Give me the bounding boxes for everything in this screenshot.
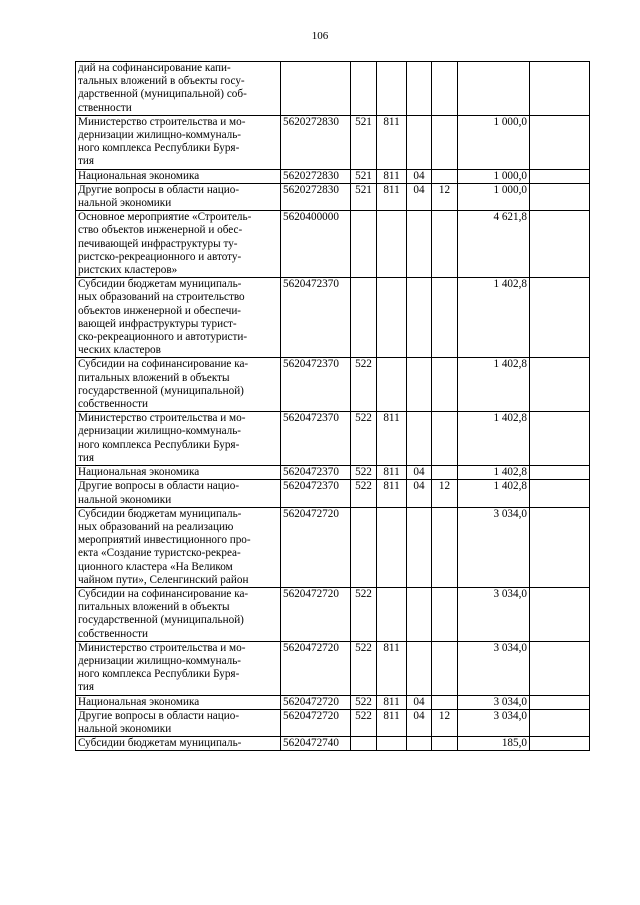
row-name-line: собственности [78, 627, 148, 640]
row-code: 5620472720 [281, 695, 351, 709]
row-name-line: дарственной (муниципальной) соб- [78, 88, 247, 101]
row-col-1: 521 [351, 183, 377, 210]
row-col-1: 522 [351, 587, 377, 641]
row-name [76, 278, 281, 358]
row-name-line: ческих кластеров [78, 344, 161, 357]
row-amount: 3 034,0 [458, 507, 530, 587]
row-amount: 1 402,8 [458, 412, 530, 466]
row-name-line: Субсидии на софинансирование ка- [78, 358, 249, 371]
row-col-1 [351, 62, 377, 116]
row-col-1 [351, 211, 377, 278]
row-name-line: тия [78, 451, 95, 464]
row-name-line: питальных вложений в объекты [78, 601, 230, 614]
row-col-1: 522 [351, 358, 377, 412]
row-col-1: 521 [351, 115, 377, 169]
row-extra [530, 709, 590, 736]
row-col-2 [377, 62, 407, 116]
table-row [76, 278, 590, 358]
row-col-2 [377, 278, 407, 358]
row-name-line: Национальная экономика [78, 466, 200, 479]
table-row [76, 169, 590, 183]
row-name-line: собственности [78, 398, 148, 411]
row-name-line: Субсидии бюджетам муниципаль- [78, 737, 242, 750]
page-number: 106 [311, 30, 329, 42]
table-row [76, 737, 590, 751]
row-name-line: Другие вопросы в области нацио- [78, 709, 240, 722]
row-code: 5620472720 [281, 709, 351, 736]
row-extra [530, 278, 590, 358]
row-amount: 3 034,0 [458, 695, 530, 709]
row-name-line: дий на софинансирование капи- [78, 62, 231, 74]
row-amount: 1 402,8 [458, 358, 530, 412]
row-amount: 4 621,8 [458, 211, 530, 278]
row-amount: 1 000,0 [458, 169, 530, 183]
row-amount: 1 000,0 [458, 183, 530, 210]
row-col-3: 04 [407, 480, 432, 507]
row-code: 5620272830 [281, 183, 351, 210]
row-name-line: ного комплекса Республики Буря- [78, 438, 240, 451]
row-name-line: дернизации жилищно-коммуналь- [78, 425, 242, 438]
row-extra [530, 641, 590, 695]
row-name [76, 641, 281, 695]
row-extra [530, 115, 590, 169]
row-name-line: Министерство строительства и мо- [78, 115, 246, 128]
row-name-line: ственности [78, 101, 132, 114]
row-name-line: нальной экономики [78, 493, 172, 506]
row-name [76, 115, 281, 169]
row-amount: 185,0 [458, 737, 530, 751]
row-name [76, 183, 281, 210]
row-code: 5620472370 [281, 466, 351, 480]
table-row [76, 480, 590, 507]
row-name-line: Министерство строительства и мо- [78, 641, 246, 654]
row-amount: 1 402,8 [458, 278, 530, 358]
row-col-3 [407, 412, 432, 466]
table-row [76, 62, 590, 116]
row-col-4: 12 [432, 183, 458, 210]
row-code: 5620472370 [281, 278, 351, 358]
row-col-4 [432, 641, 458, 695]
row-code: 5620472740 [281, 737, 351, 751]
row-extra [530, 358, 590, 412]
row-col-4 [432, 466, 458, 480]
row-extra [530, 211, 590, 278]
table-row [76, 358, 590, 412]
row-name [76, 466, 281, 480]
row-code: 5620472370 [281, 358, 351, 412]
row-name-line: екта «Создание туристско-рекреа- [78, 547, 241, 560]
row-code: 5620400000 [281, 211, 351, 278]
row-col-1: 522 [351, 695, 377, 709]
row-name [76, 211, 281, 278]
row-amount: 1 000,0 [458, 115, 530, 169]
row-name-line: ристских кластеров» [78, 264, 178, 277]
row-extra [530, 466, 590, 480]
row-col-4: 12 [432, 709, 458, 736]
row-code: 5620472720 [281, 587, 351, 641]
row-extra [530, 412, 590, 466]
row-name-line: тия [78, 155, 95, 168]
row-name [76, 587, 281, 641]
row-name-line: Министерство строительства и мо- [78, 412, 246, 425]
table-row [76, 412, 590, 466]
row-code [281, 62, 351, 116]
row-col-2 [377, 211, 407, 278]
row-name-line: ско-рекреационного и автотуристи- [78, 331, 248, 344]
row-col-2: 811 [377, 641, 407, 695]
row-name-line: Другие вопросы в области нацио- [78, 480, 240, 493]
row-code: 5620472720 [281, 641, 351, 695]
row-name-line: нальной экономики [78, 722, 172, 735]
row-col-4 [432, 587, 458, 641]
row-name-line: Субсидии на софинансирование ка- [78, 587, 249, 600]
row-extra [530, 183, 590, 210]
row-amount: 1 402,8 [458, 480, 530, 507]
row-col-3 [407, 737, 432, 751]
row-col-4 [432, 412, 458, 466]
row-col-2: 811 [377, 115, 407, 169]
row-name-line: Основное мероприятие «Строитель- [78, 211, 252, 224]
row-col-2: 811 [377, 183, 407, 210]
row-col-4 [432, 278, 458, 358]
row-name-line: Другие вопросы в области нацио- [78, 183, 240, 196]
row-extra [530, 587, 590, 641]
row-name-line: печивающей инфраструктуры ту- [78, 237, 238, 250]
row-col-3 [407, 278, 432, 358]
row-name-line: Субсидии бюджетам муниципаль- [78, 507, 242, 520]
row-extra [530, 507, 590, 587]
row-extra [530, 62, 590, 116]
row-amount: 3 034,0 [458, 641, 530, 695]
row-code: 5620472370 [281, 412, 351, 466]
row-col-2 [377, 587, 407, 641]
row-col-1: 522 [351, 480, 377, 507]
row-col-2 [377, 358, 407, 412]
row-col-3 [407, 62, 432, 116]
row-name-line: чайном пути», Селенгинский район [78, 573, 249, 586]
row-name-line: питальных вложений в объекты [78, 371, 230, 384]
row-extra [530, 169, 590, 183]
table-row [76, 211, 590, 278]
row-name-line: ство объектов инженерной и обес- [78, 224, 243, 237]
row-col-2 [377, 737, 407, 751]
row-col-1: 522 [351, 709, 377, 736]
row-name [76, 709, 281, 736]
row-name-line: ционного кластера «На Великом [78, 560, 233, 573]
row-col-1: 522 [351, 466, 377, 480]
row-name-line: Национальная экономика [78, 169, 200, 182]
table-row [76, 587, 590, 641]
row-name [76, 695, 281, 709]
row-name [76, 507, 281, 587]
row-col-4 [432, 211, 458, 278]
table-row [76, 183, 590, 210]
table-row [76, 466, 590, 480]
row-name-line: объектов инженерной и обеспечи- [78, 304, 242, 317]
row-col-2: 811 [377, 709, 407, 736]
row-amount: 3 034,0 [458, 587, 530, 641]
row-col-1: 522 [351, 641, 377, 695]
row-name-line: тия [78, 681, 95, 694]
row-name-line: дернизации жилищно-коммуналь- [78, 654, 242, 667]
row-extra [530, 737, 590, 751]
table-row [76, 115, 590, 169]
row-code: 5620472720 [281, 507, 351, 587]
table-row [76, 709, 590, 736]
table-row [76, 507, 590, 587]
row-name-line: ного комплекса Республики Буря- [78, 668, 240, 681]
row-name-line: ных образований на строительство [78, 291, 245, 304]
row-col-1 [351, 278, 377, 358]
row-name-line: тальных вложений в объекты госу- [78, 75, 245, 88]
row-name [76, 169, 281, 183]
row-col-3 [407, 641, 432, 695]
row-col-2: 811 [377, 169, 407, 183]
row-col-3: 04 [407, 466, 432, 480]
row-col-3 [407, 211, 432, 278]
row-col-4 [432, 115, 458, 169]
row-name-line: ных образований на реализацию [78, 520, 234, 533]
row-name [76, 358, 281, 412]
row-amount: 1 402,8 [458, 466, 530, 480]
row-col-4 [432, 62, 458, 116]
row-col-3 [407, 115, 432, 169]
row-col-3: 04 [407, 709, 432, 736]
row-col-3: 04 [407, 695, 432, 709]
row-col-4 [432, 169, 458, 183]
row-name-line: государственной (муниципальной) [78, 614, 244, 627]
row-col-2: 811 [377, 466, 407, 480]
row-col-1 [351, 507, 377, 587]
row-name-line: ного комплекса Республики Буря- [78, 142, 240, 155]
row-name-line: дернизации жилищно-коммуналь- [78, 129, 242, 142]
row-col-3 [407, 358, 432, 412]
row-code: 5620472370 [281, 480, 351, 507]
row-name-line: ристско-рекреационного и автоту- [78, 250, 242, 263]
row-name [76, 62, 281, 116]
row-col-3 [407, 587, 432, 641]
row-col-2: 811 [377, 480, 407, 507]
row-col-1: 522 [351, 412, 377, 466]
row-col-4 [432, 358, 458, 412]
row-col-3: 04 [407, 183, 432, 210]
row-col-2: 811 [377, 695, 407, 709]
row-col-1 [351, 737, 377, 751]
row-name-line: Национальная экономика [78, 695, 200, 708]
row-extra [530, 695, 590, 709]
row-col-3: 04 [407, 169, 432, 183]
row-name-line: вающей инфраструктуры турист- [78, 317, 237, 330]
row-col-4 [432, 695, 458, 709]
row-extra [530, 480, 590, 507]
row-col-2 [377, 507, 407, 587]
row-col-2: 811 [377, 412, 407, 466]
row-col-1: 521 [351, 169, 377, 183]
row-name-line: Субсидии бюджетам муниципаль- [78, 278, 242, 291]
row-col-4 [432, 737, 458, 751]
row-col-3 [407, 507, 432, 587]
row-amount [458, 62, 530, 116]
row-code: 5620272830 [281, 169, 351, 183]
row-col-4 [432, 507, 458, 587]
row-name-line: нальной экономики [78, 197, 172, 210]
row-name [76, 480, 281, 507]
budget-table [75, 61, 590, 751]
row-name-line: государственной (муниципальной) [78, 384, 244, 397]
table-row [76, 695, 590, 709]
table-row [76, 641, 590, 695]
row-col-4: 12 [432, 480, 458, 507]
row-name [76, 737, 281, 751]
row-amount: 3 034,0 [458, 709, 530, 736]
row-code: 5620272830 [281, 115, 351, 169]
table-body [76, 62, 590, 751]
row-name [76, 412, 281, 466]
row-name-line: мероприятий инвестиционного про- [78, 534, 251, 547]
